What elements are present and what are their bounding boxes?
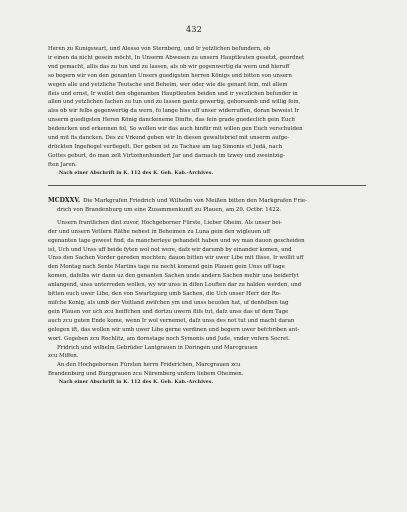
text-line: wegen alle und yetzliche Teutsche und Beheim, wer oder wie die genant fein, mit allem bbox=[48, 81, 288, 88]
text-line: Gottes geburt, do man zelt Virtzehenhundert Jar und darnach im tzwey und zweintzig- bbox=[48, 152, 285, 159]
source-note: Nach einer Abschrift in K. 112 des K. Geh. Kab.-Archives. bbox=[59, 170, 214, 176]
letter-block-2 bbox=[48, 197, 384, 388]
text-line: Unsern fruntlichen dint zuvor, Hochgeborner Fürste, Lieber Oheim. Als unser bei- bbox=[57, 219, 283, 226]
document-heading bbox=[48, 197, 384, 206]
text-line: wort. Gegeben zcu Rochlitz, am dornstage noch Symonis und Jude, vnder vnfern Secret. bbox=[48, 335, 290, 342]
text-line: ften Jaren. bbox=[48, 161, 77, 168]
section-divider bbox=[48, 185, 366, 186]
text-line: egenanten tage gewest find, da mancherleye gehandelt haben und wy man dauon gescheiden bbox=[48, 237, 305, 244]
text-line: drückten Ingefiegel verfiegelt. Der geben ist zu Tachaw am tag Simonis et Judä, nach bbox=[48, 143, 283, 150]
text-line: ist, Uch und Unss uff beide fyten wol not were, dafz wir darumb by einander komen, und bbox=[48, 246, 292, 253]
heading-line: Die Markgrafen Friedrich und Wilhelm von Meißen bitten den Markgrafen Frie- bbox=[83, 198, 307, 204]
text-line: den Montag nach Sente Martins tage nu necht komend gein Plauen gein Unss uff tage bbox=[48, 264, 285, 271]
text-line: mifche Konig, als umb der Voitland zwifchen ym und unss beuolen hat, uf denfelben tag bbox=[48, 299, 289, 306]
document-number: MCDXXV. bbox=[48, 197, 81, 204]
text-line: bedencken und erkennen fol, So wollen wir das auch hinfür mit willen gen Euch verschulden bbox=[48, 126, 303, 133]
text-line: und mit fis dancken. Des zu Vrkund geben wir In diesen gewaltsbrief mit unserm aufge- bbox=[48, 135, 290, 142]
text-line: auch zcu guten Ende kome, wenn Ir wol vernemet, dafz unss des not tut und macht daran bbox=[48, 317, 295, 324]
text-line: allen und yetzlichen fachen zu tun und zu lassen gantz gewertig, gehorsamb und willig fein, bbox=[48, 99, 301, 106]
address-line: An den Hochgebornen Fürsten herrn Friderichen, Marcgrauen zcu bbox=[57, 362, 241, 369]
text-line: alss ob wir felbs gegenwertig da wern, fo lange biss uff unser widerruffen, doran beweist Ir bbox=[48, 108, 299, 115]
page-number: 432 bbox=[186, 25, 203, 34]
text-line: gein Plauen vor uch zcu heiffchen und dortzu uwern flifs tut, dafz unss das uf dem Tage bbox=[48, 308, 289, 315]
heading-line: drich von Brandenburg um eine Zusammenkunft zu Plauen, am 29. Octbr. 1422. bbox=[57, 206, 282, 213]
text-line: fleis und ernst, Ir wollet den obgenanten Hauptleuten beiden und ir yeczlichen befunder in bbox=[48, 90, 298, 97]
text-line: der und unsern Vettern Räthe nehest in Beheimen zu Luna gein den wigleuen uff bbox=[48, 228, 271, 235]
source-note: Nach einer Abschrift in K. 112 des K. Geh. Kab.-Archives. bbox=[59, 380, 214, 386]
text-line: bitten euch uwer Libe, den von Swartzpurg umb Sachen, die Uch unser Herr der Ro- bbox=[48, 291, 281, 298]
text-line: gelegen ift, das wollen wir umb uwer Libe gerne verdinen und begern uwer befchriben ant- bbox=[48, 326, 300, 333]
text-line: Unss den Sachen Vorder gereden mochten; dauon bitten wir uwer Libe mit flisse, Ir wollit uff bbox=[48, 255, 304, 262]
address-line: Brandenburg und Burggrauen zcu Nüremberg unfern liebem Oheimen. bbox=[48, 371, 244, 378]
signature-line: zcu Miffen. bbox=[48, 353, 79, 360]
text-line: komen, dafelbs wir dann uz den genanten Sachen unde andern Sachen mehir una beiderfyt bbox=[48, 273, 299, 280]
text-line: ir einen da nicht gesein möcht, In Unserm Abwesen zu unsern Hauptleuten gesetzt, geordnet bbox=[48, 54, 305, 61]
text-line: anlangend, unss unterreden wollen, wy wir unss in difen Louften dar zu halden werden, und bbox=[48, 282, 302, 289]
text-line: so begern wir von den genanten Unsers guedigsten herren Königs und bitten von unsern bbox=[48, 72, 292, 79]
text-line: Heren zu Kunigswart, und Alesso von Sternberg, und Ir yetzlichen befundern, ob bbox=[48, 46, 271, 52]
text-line: vnd gemacht, allis das zu tun und zu lassen, als ob wir gegenwertig da wern und hieruff bbox=[48, 63, 290, 70]
signature-line: Fridrich und wilhelm Gebrüder Lantgrauen in Doringen und Marcgrauen bbox=[57, 344, 258, 351]
text-line: unserm guedigsten Heren König danckeneme Dinfte, das fein grade guedeclich gein Euch bbox=[48, 117, 295, 124]
letter-block-1 bbox=[48, 45, 384, 179]
